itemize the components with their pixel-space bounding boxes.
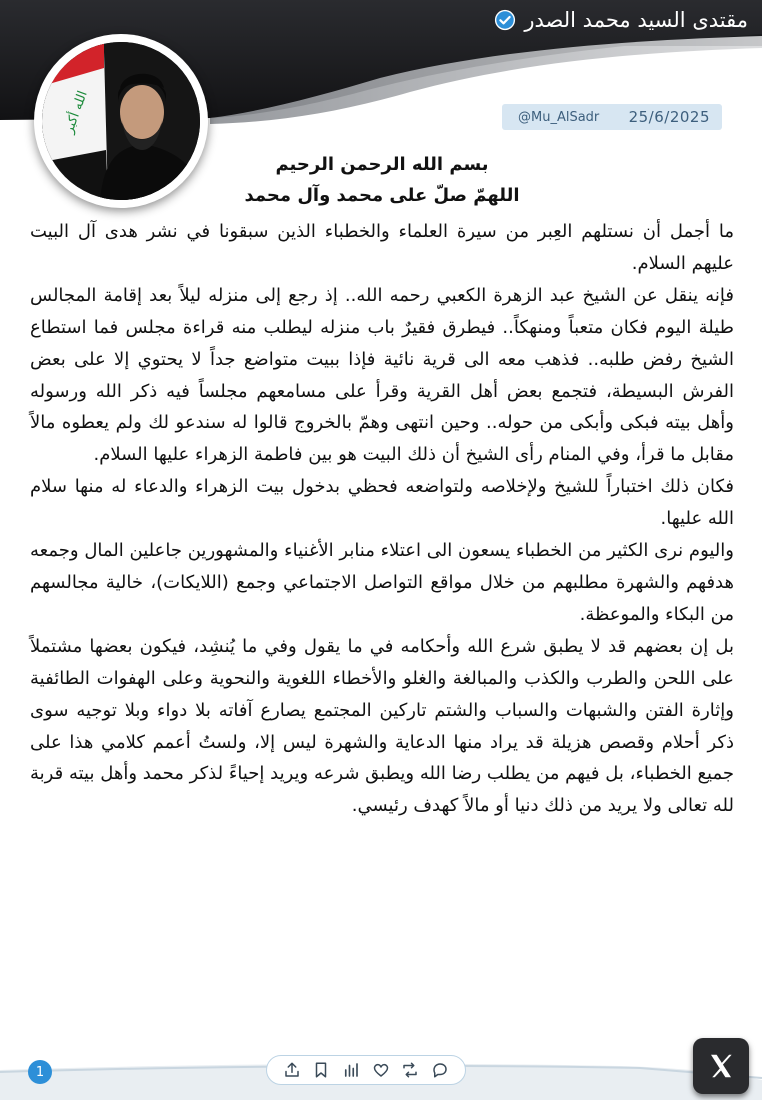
x-logo-icon [693,1038,749,1094]
salawat: اللهمّ صلّ على محمد وآل محمد [244,185,520,206]
post-actions [266,1055,466,1085]
verified-badge-icon [494,9,516,31]
paragraph: واليوم نرى الكثير من الخطباء يسعون الى اعتلاء منابر الأغنياء والمشهورين جاعلين المال وجمعه هدفهم والشهرة مطلبهم من خلال مواقع التواصل الاجتماعي وجمع (اللايكات)، خالية مجالسهم من البكاء والموعظة. [30,540,734,625]
share-icon[interactable] [282,1060,302,1080]
retweet-icon[interactable] [400,1060,420,1080]
paragraph: فكان ذلك اختباراً للشيخ ولإخلاصه ولتواضعه فحظي بدخول بيت الزهراء والدعاء له منها سلام الله عليها. [30,476,734,530]
account-name-row [494,6,748,34]
post-body [30,150,734,822]
basmala: بسم الله الرحمن الرحيم [275,154,489,175]
page-number-badge: 1 [28,1060,52,1084]
account-name: مقتدى السيد محمد الصدر [524,8,748,32]
post-date: 25/6/2025 [628,108,710,126]
reply-icon[interactable] [430,1060,450,1080]
paragraph: بل إن بعضهم قد لا يطبق شرع الله وأحكامه في ما يقول وفي ما يُنشِد، فيكون بعضها مشتملاً على اللحن والطرب والكذب والمبالغة والغلو والأخطاء اللغوية والنحوية وعلى الهفوات الطائفية وإثارة الفتن والشبهات والسباب والشتم تاركين المجتمع يصارع آفاته بلا دواء وبلا توجيه سوى ذكر أحلام وقصص هزيلة قد يراد منها الدعاية والشهرة ليس إلا، ولستُ أعمم كلامي هذا على جميع الخطباء، بل فيهم من يطلب رضا الله ويطبق شرعه ويريد إحياءً لذكر محمد وأهل بيته قربة لله تعالى ولا يريد من ذلك دنيا أو مالاً كهدف رئيسي. [30,635,734,817]
bookmark-icon[interactable] [311,1060,331,1080]
paragraph: ما أجمل أن نستلهم العِبر من سيرة العلماء والخطباء الذين سبقونا في نشر هدى آل البيت عليهم السلام. [30,221,734,274]
like-icon[interactable] [371,1060,391,1080]
views-icon[interactable] [341,1060,361,1080]
paragraph: فإنه ينقل عن الشيخ عبد الزهرة الكعبي رحمه الله.. إذ رجع إلى منزله ليلاً بعد إقامة المجالس طيلة اليوم فكان متعباً ومنهكاً.. فيطرق فقيرٌ باب منزله ليطلب منه قراءة مجلس فما استطاع الشيخ رفض طلبه.. فذهب معه الى قرية نائية فإذا ببيت متواضع جداً لا يحتوي إلا على بعض الفرش البسيطة، فتجمع بعض أهل القرية وقرأ على مسامعهم مجلساً فيه ذكر الله ورسوله وأهل بيته فبكى وأبكى من حوله.. وحين انتهى وهمّ بالخروج قالوا له سندعو لك ولم يعطوه مالاً مقابل ما قرأ، وفي المنام رأى الشيخ أن ذلك البيت هو بين فاطمة الزهراء عليها السلام. [30,284,734,466]
account-handle[interactable]: @Mu_AlSadr [518,109,600,125]
meta-bar [502,104,722,130]
svg-text:الله أكبر: الله أكبر [61,89,91,136]
